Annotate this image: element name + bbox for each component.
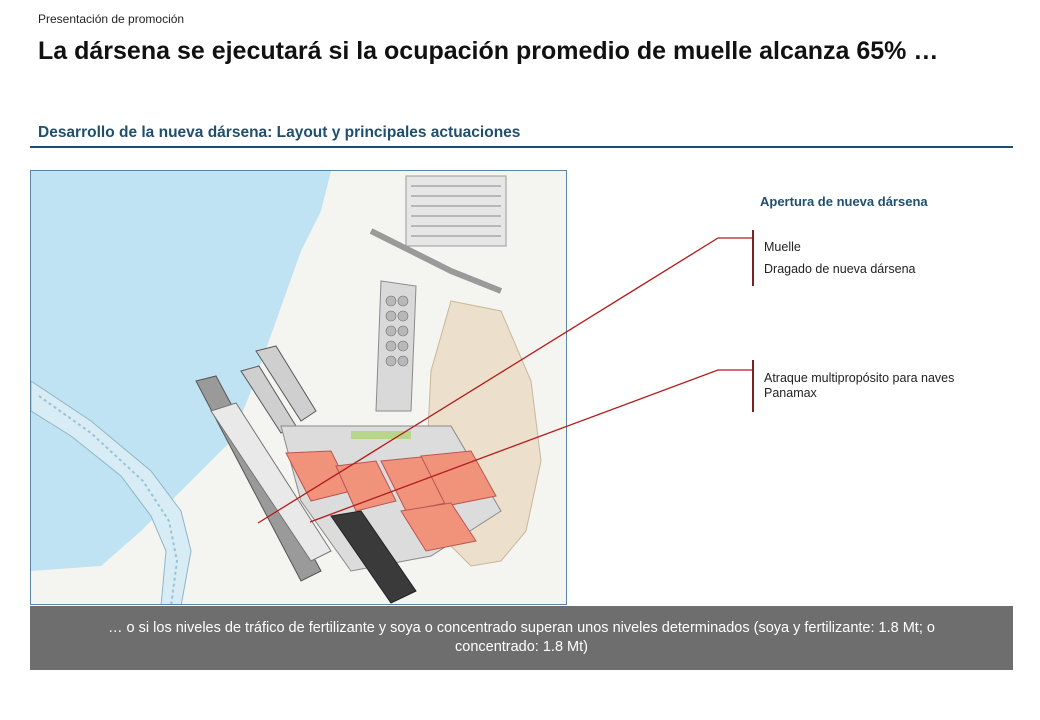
kicker-label: Presentación de promoción	[38, 12, 185, 26]
footer-text: … o si los niveles de tráfico de fertilizante y soya o concentrado superan unos niveles determinados (soya y fertilizante: 1.8 Mt; o concentrado: 1.8 Mt)	[108, 620, 935, 655]
item-atraque: Atraque multipropósito para naves Panamax	[764, 371, 955, 400]
bracket-bar-1	[752, 230, 754, 286]
item-muelle: Muelle	[764, 240, 801, 254]
item-dragado: Dragado de nueva dársena	[764, 262, 916, 276]
port-layout-drawing	[31, 171, 567, 605]
page-title: La dársena se ejecutará si la ocupación promedio de muelle alcanza 65% …	[38, 37, 939, 65]
panel-title: Apertura de nueva dársena	[760, 194, 928, 209]
green-strip	[351, 431, 411, 439]
footer-note	[30, 606, 1013, 670]
bracket-bar-2	[752, 360, 754, 412]
section-subtitle: Desarrollo de la nueva dársena: Layout y principales actuaciones	[38, 124, 521, 141]
divider-line	[30, 146, 1013, 148]
port-layout-plan	[30, 170, 567, 605]
